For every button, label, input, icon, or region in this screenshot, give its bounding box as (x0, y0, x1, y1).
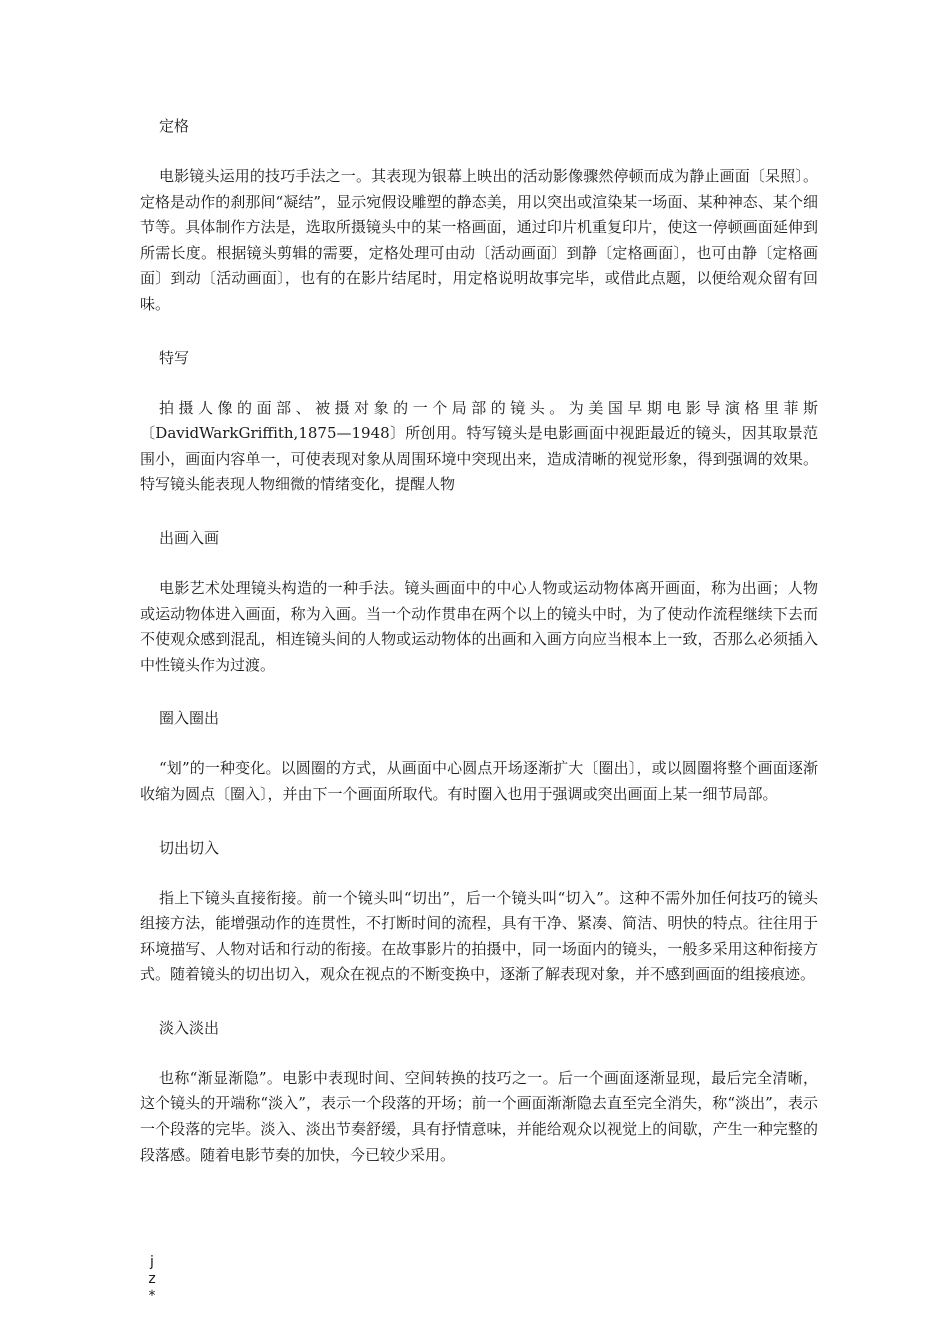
section-body: 指上下镜头直接衔接。前一个镜头叫“切出”，后一个镜头叫“切入”。这种不需外加任何技巧的镜头组接方法，能增强动作的连贯性，不打断时间的流程，具有干净、紧凑、简洁、明快的特点。往往用于环境描写、人物对话和行动的衔接。在故事影片的拍摄中，同一场面内的镜头，一般多采用这种衔接方式。随着镜头的切出切入，观众在视点的不断变换中，逐渐了解表现对象，并不感到画面的组接痕迹。 (140, 888, 818, 984)
section-title: 定格 (159, 117, 190, 135)
section-body: “划”的一种变化。以圆圈的方式，从画面中心圆点开场逐渐扩大〔圈出〕，或以圆圈将整个画面逐渐收缩为圆点〔圈入〕，并由下一个画面所取代。有时圈入也用于强调或突出画面上某一细节局部。 (140, 759, 818, 803)
footer-char: z (148, 1271, 156, 1287)
section-body: 拍摄人像的面部、被摄对象的一个局部的镜头。为美国早期电影导演格里菲斯〔DavidWarkGriffith,1875—1948〕所创用。特写镜头是电影画面中视距最近的镜头，因其取景范围小，画面内容单一，可使表现对象从周围环境中突现出来，造成清晰的视觉形象，得到强调的效果。特写镜头能表现人物细微的情绪变化，提醒人物 (140, 398, 818, 494)
section-title: 切出切入 (159, 838, 220, 857)
document-page (140, 113, 818, 1195)
section-body: 电影镜头运用的技巧手法之一。其表现为银幕上映出的活动影像骤然停顿而成为静止画面〔呆照〕。定格是动作的刹那间“凝结”，显示宛假设雕塑的静态美，用以突出或渲染某一场面、某种神态、某个细节等。具体制作方法是，选取所摄镜头中的某一格画面，通过印片机重复印片，使这一停顿画面延伸到所需长度。根据镜头剪辑的需要，定格处理可由动〔活动画面〕到静〔定格画面〕，也可由静〔定格画面〕到动〔活动画面〕，也有的在影片结尾时，用定格说明故事完毕，或借此点题，以便给观众留有回味。 (140, 167, 818, 313)
section-iris-in-out (140, 705, 818, 807)
section-title: 淡入淡出 (159, 1018, 220, 1037)
section-fade-in-out (140, 1015, 818, 1168)
section-title: 特写 (159, 348, 190, 367)
section-exit-enter-frame (140, 525, 818, 678)
section-close-up (140, 345, 818, 498)
footer-watermark (146, 1254, 158, 1305)
footer-char: j (150, 1254, 154, 1270)
section-title: 圈入圈出 (159, 709, 220, 728)
section-body: 也称“渐显渐隐”。电影中表现时间、空间转换的技巧之一。后一个画面逐渐显现，最后完全清晰，这个镜头的开端称“淡入”，表示一个段落的开场；前一个画面渐渐隐去直至完全消失，称“淡出”，表示一个段落的完毕。淡入、淡出节奏舒缓，具有抒情意味，并能给观众以视觉上的间歇，产生一种完整的段落感。随着电影节奏的加快，今已较少采用。 (140, 1068, 818, 1164)
footer-char: * (148, 1288, 156, 1304)
section-title: 出画入画 (159, 528, 220, 547)
section-body: 电影艺术处理镜头构造的一种手法。镜头画面中的中心人物或运动物体离开画面，称为出画；人物或运动物体进入画面，称为入画。当一个动作贯串在两个以上的镜头中时，为了使动作流程继续下去而不使观众感到混乱，相连镜头间的人物或运动物体的出画和入画方向应当根本上一致，否那么必须插入中性镜头作为过渡。 (140, 578, 818, 674)
section-freeze-frame (140, 113, 818, 318)
section-cut-out-in (140, 835, 818, 988)
